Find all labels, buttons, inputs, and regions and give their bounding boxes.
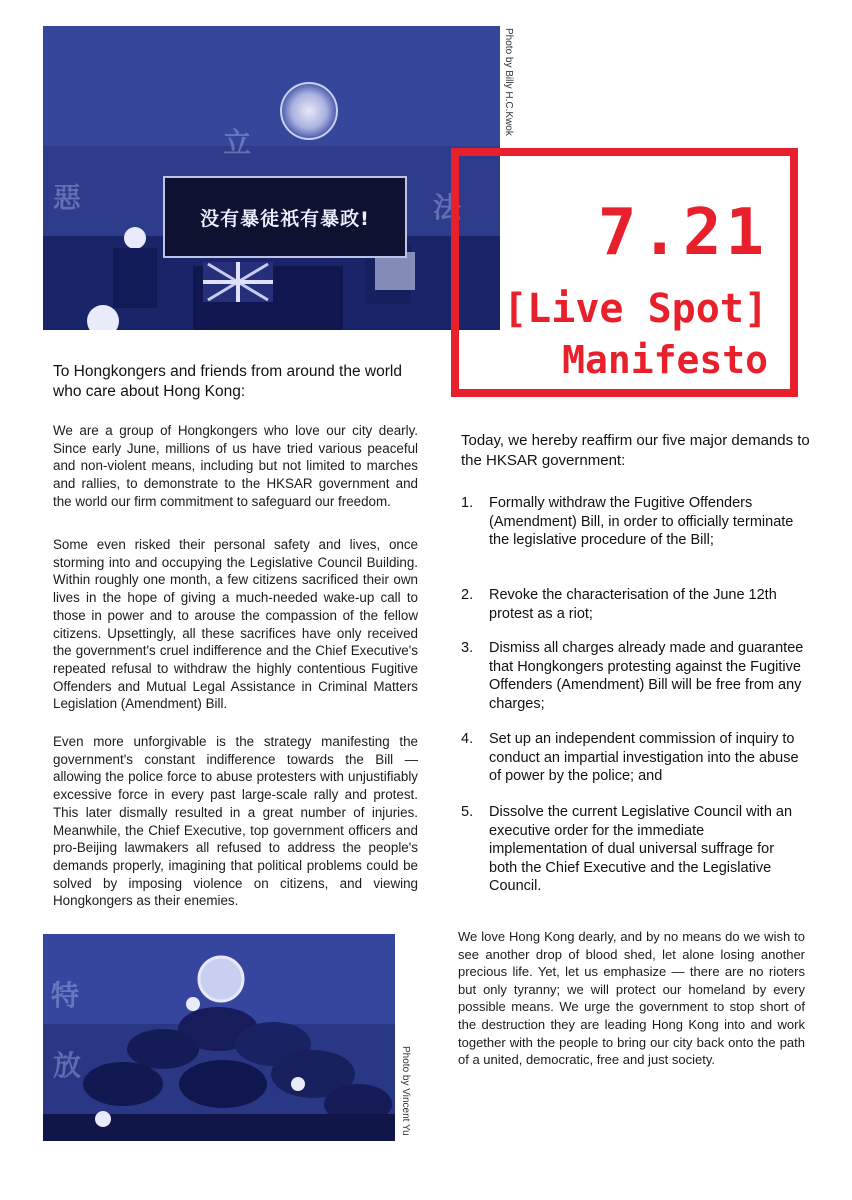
graffiti-mark: 立 (223, 126, 252, 159)
demand-number: 5. (461, 804, 474, 820)
title-live-spot: [Live Spot] (503, 286, 768, 332)
demand-number: 4. (461, 731, 474, 747)
body-paragraph-3: Even more unforgivable is the strategy manifesting the government's constant indifference towards the Bill — allowing the police force to abuse protesters with unjustifiably excessive force in every past large-scale rally and protest. This later dismally resulted in a great number of injuries. Meanwhile, the Chief Executive, top government officers and pro-Beijing lawmakers all refused to address the people's demands properly, imagining that political problems could be solved by imposing violence on citizens, and viewing Hongkongers as their enemies. (53, 734, 418, 909)
salutation-heading: To Hongkongers and friends from around the world who care about Hong Kong: (53, 363, 402, 400)
protest-banner: 没有暴徒祇有暴政! (163, 176, 407, 258)
demand-text: Formally withdraw the Fugitive Offenders (Amendment) Bill, in order to officially terminate the legislative procedure of the Bill; (489, 495, 794, 548)
graffiti-mark: 特 (51, 979, 80, 1012)
demand-item (461, 803, 806, 896)
graffiti-mark: 法 (433, 191, 462, 224)
demand-text: Set up an independent commission of inquiry to conduct an impartial investigation into the abuse of power by the police; and (489, 731, 799, 784)
demand-text: Revoke the characterisation of the June 12th protest as a riot; (489, 587, 777, 622)
graffiti-mark: 惡 (53, 181, 82, 214)
legco-chamber-photo (43, 26, 500, 330)
demand-item (461, 639, 806, 713)
demand-number: 1. (461, 495, 474, 511)
closing-paragraph: We love Hong Kong dearly, and by no means do we wish to see another drop of blood shed, let alone losing another precious life. Yet, let us emphasize — there are no rioters but only tyranny; we will protect our homeland by every possible means. We urge the government to stop short of the destruction they are leading Hong Kong into and work together with the people to bring our city back onto the path of a united, democratic, free and just society. (458, 929, 805, 1068)
body-paragraph-1: We are a group of Hongkongers who love our city dearly. Since early June, millions of us have tried various peaceful and non-violent means, including but not limited to marches and rallies, to demonstrate to the HKSAR government and the world our firm commitment to safeguard our freedom. (53, 423, 418, 509)
title-box (451, 148, 798, 397)
demand-text: Dismiss all charges already made and guarantee that Hongkongers protesting against the Fugitive Offenders (Amendment) Bill will be free from any charges; (489, 640, 804, 712)
graffiti-mark: 放 (53, 1049, 82, 1082)
title-date: 7.21 (597, 196, 768, 270)
umbrella-protest-photo (43, 934, 395, 1141)
demand-item (461, 494, 806, 550)
body-paragraph-2: Some even risked their personal safety and lives, once storming into and occupying the Legislative Council Building. Within roughly one month, a few citizens sacrificed their own lives in the hope of giving a much-needed wake-up call to those in power and to arouse the compassion of the fellow citizens. Upsettingly, all these sacrifices have only received the government's cruel indifference and the Chief Executive's repeated refusal to withdraw the highly contentious Fugitive Offenders and Mutual Legal Assistance in Criminal Matters Legislation (Amendment) Bill. (53, 537, 418, 712)
umbrella-photo-art (43, 934, 395, 1141)
demand-number: 3. (461, 640, 474, 656)
photo-credit-top: Photo by Billy H.C.Kwok (503, 28, 514, 136)
demand-number: 2. (461, 587, 474, 603)
demands-intro: Today, we hereby reaffirm our five major demands to the HKSAR government: (461, 432, 810, 469)
photo-credit-bottom: Photo by Vincent Yu (400, 1046, 411, 1136)
title-manifesto: Manifesto (562, 338, 768, 382)
hk-emblem-icon (280, 82, 338, 140)
demand-item (461, 586, 806, 623)
demand-item (461, 730, 806, 786)
demand-text: Dissolve the current Legislative Council with an executive order for the immediate implementation of dual universal suffrage for both the Chief Executive and the Legislative Council. (489, 804, 793, 894)
